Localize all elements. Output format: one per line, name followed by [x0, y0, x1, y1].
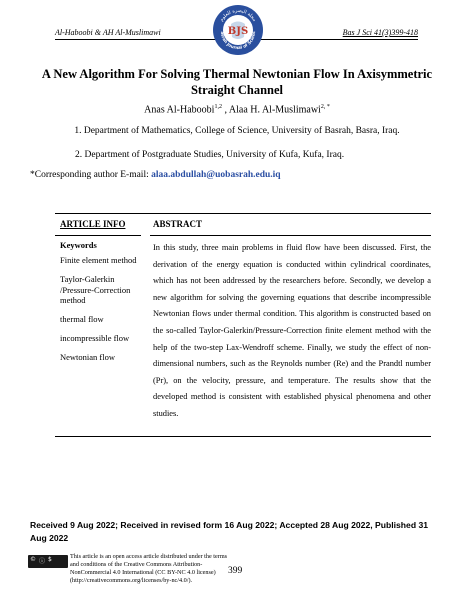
info-bottom-rule [55, 436, 431, 437]
abstract-divider [150, 235, 431, 236]
journal-logo [212, 4, 264, 56]
corresponding-author [30, 170, 281, 180]
running-header-citation: Bas J Sci 41(3)399-418 [342, 28, 418, 37]
author-1-affil: 1,2 [214, 104, 222, 110]
running-header-authors: Al-Haboobi & AH Al-Muslimawi [55, 28, 161, 37]
author-separator: , [221, 104, 229, 116]
keyword: incompressible flow [60, 332, 130, 343]
affiliation-1: 1. Department of Mathematics, College of Science, University of Basrah, Basra, Iraq. [74, 126, 400, 136]
by-icon: ⓘ [39, 558, 46, 565]
corresponding-label: *Corresponding author E-mail: [30, 170, 152, 180]
nc-icon: $ [48, 556, 52, 563]
paper-title: A New Algorithm For Solving Thermal Newtonian Flow In Axisymmetric Straight Channel [41, 67, 433, 97]
keyword: Taylor-Galerkin /Pressure-Correction method [60, 273, 131, 306]
author-line [0, 104, 474, 115]
abstract-text: In this study, three main problems in fluid flow have been discussed. First, the derivation of the energy equation is conducted within cylindrical coordinates, which has not been addressed by the researchers before. Secondly, we develop a new algorithm for solving the governing equations that describe incompressible Newtonian flows under thermal condition. This algorithm is constructed based on the so-called Taylor-Galerkin/Pressure-Correction finite element method with the help of the two-step Lax-Wendroff scheme. Finally, we study the effect of non-dimensional numbers, such as the Reynolds number (Re) and the Prandtl number (Pr), on the velocity, pressure, and temperature. The results show that the developed method is consistent with established physical phenomena and other studies. [153, 243, 431, 418]
keywords-heading: Keywords [60, 240, 97, 250]
received-dates: Received 9 Aug 2022; Received in revised form 16 Aug 2022; Accepted 28 Aug 2022, Published 31 Aug 2022 [30, 520, 429, 543]
page-number: 399 [228, 566, 243, 576]
cc-license-badge[interactable] [28, 555, 68, 568]
abstract-heading: ABSTRACT [153, 219, 203, 229]
info-divider [55, 235, 141, 236]
keywords-list [60, 255, 150, 371]
cc-icon: © [30, 556, 36, 563]
keyword: thermal flow [60, 314, 104, 325]
svg-text:BJS: BJS [227, 26, 249, 37]
affiliation-2: 2. Department of Postgraduate Studies, University of Kufa, Kufa, Iraq. [75, 150, 345, 160]
keyword: Finite element method [60, 255, 137, 265]
svg-text:مجلة البصرة للعلوم: مجلة البصرة للعلوم [219, 8, 257, 23]
license-text: This article is an open access article distributed under the terms and conditions of the Creative Commons Attribution-NonCommercial 4.0 International (CC BY-NC 4.0 license) (http://creativecommons.org/licenses/by-nc/4.0/). [70, 553, 228, 584]
info-top-rule [55, 213, 431, 214]
author-1: Anas Al-Haboobi [144, 104, 215, 116]
svg-text:Basrah Journal of Science: asrah Journal of Scienc [219, 31, 257, 51]
author-2: Alaa H. Al-Muslimawi [228, 104, 321, 116]
article-info-heading: ARTICLE INFO [60, 219, 126, 229]
keyword: Newtonian flow [60, 351, 116, 362]
corresponding-email-link[interactable]: alaa.abdullah@uobasrah.edu.iq [151, 170, 281, 180]
author-2-affil: 2, * [320, 104, 330, 110]
